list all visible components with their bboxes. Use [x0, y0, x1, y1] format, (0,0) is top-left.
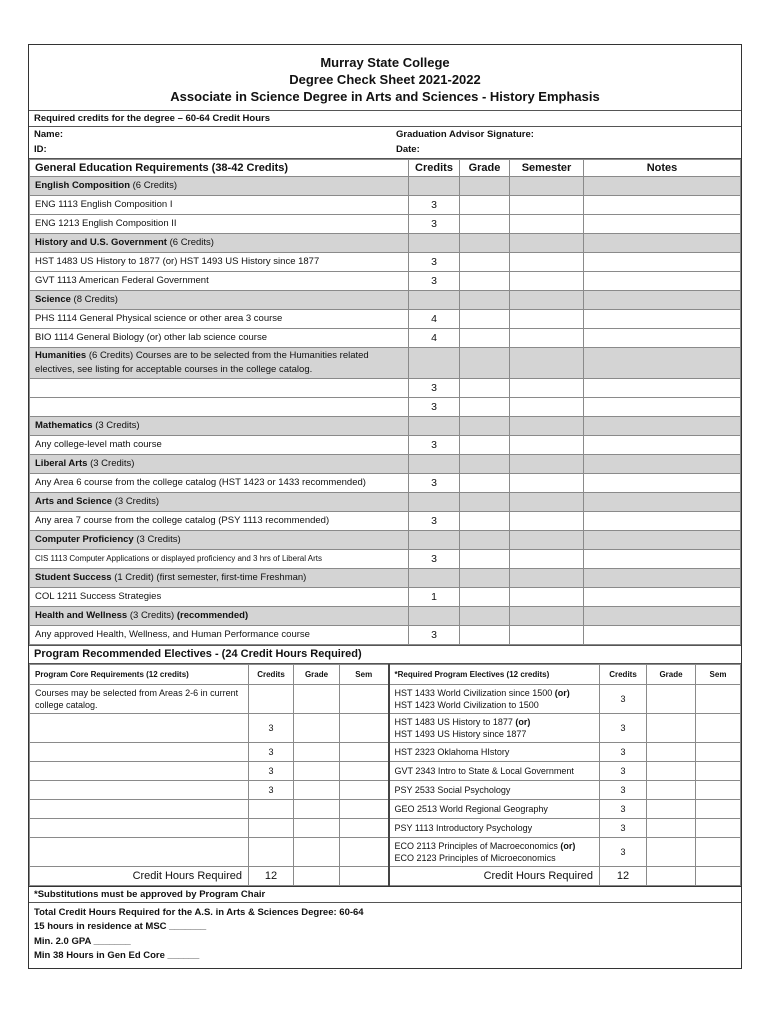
credits: 3	[600, 799, 647, 818]
grade-cell[interactable]	[460, 397, 510, 416]
table-row	[30, 214, 741, 233]
semester-cell[interactable]	[510, 328, 584, 347]
section-row	[30, 530, 741, 549]
sem-cell[interactable]	[340, 684, 389, 713]
grade-cell[interactable]	[647, 761, 696, 780]
course-name: ENG 1213 English Composition II	[30, 214, 409, 233]
section-subtitle: (3 Credits)	[133, 534, 181, 545]
course-name: ECO 2113 Principles of Macroeconomics	[394, 840, 561, 851]
core-requirements-header: Program Core Requirements (12 credits)	[30, 664, 249, 684]
course-name: ECO 2123 Principles of Microeconomics	[394, 852, 556, 863]
section-subtitle: (3 Credits)	[127, 610, 177, 621]
table-row	[30, 780, 741, 799]
sem-cell[interactable]	[340, 713, 389, 742]
gen-ed-title: General Education Requirements (38-42 Credits)	[30, 159, 409, 176]
credits: 3	[249, 713, 294, 742]
table-row	[30, 473, 741, 492]
gpa-requirement: Min. 2.0 GPA _______	[34, 935, 131, 947]
course-name: BIO 1114 General Biology (or) other lab science course	[30, 328, 409, 347]
section-row	[30, 347, 741, 378]
section-title: Mathematics	[35, 420, 93, 431]
table-row	[30, 684, 741, 713]
credits: 3	[600, 761, 647, 780]
sem-cell[interactable]	[340, 742, 389, 761]
course-name: Any Area 6 course from the college catalog (HST 1423 or 1433 recommended)	[30, 473, 409, 492]
grade-cell[interactable]	[647, 799, 696, 818]
footer	[29, 886, 741, 968]
col-notes: Notes	[584, 159, 741, 176]
semester-cell[interactable]	[510, 252, 584, 271]
course-name: GVT 2343 Intro to State & Local Government	[389, 761, 600, 780]
course-name: HST 1493 US History since 1877	[394, 728, 527, 739]
grade-cell[interactable]	[647, 713, 696, 742]
grade-cell[interactable]	[294, 761, 340, 780]
credits: 3	[249, 780, 294, 799]
semester-cell[interactable]	[510, 625, 584, 644]
semester-cell[interactable]	[510, 195, 584, 214]
notes-cell[interactable]	[584, 378, 741, 397]
course-name-blank[interactable]	[30, 837, 249, 866]
grade-cell[interactable]	[460, 271, 510, 290]
section-row	[30, 454, 741, 473]
section-row	[30, 492, 741, 511]
semester-cell[interactable]	[510, 397, 584, 416]
credits: 3	[409, 214, 460, 233]
grade-cell[interactable]	[460, 587, 510, 606]
table-row	[30, 378, 741, 397]
table-row	[30, 818, 741, 837]
title-block	[29, 45, 741, 111]
grade-cell[interactable]	[294, 713, 340, 742]
grade-cell[interactable]	[647, 780, 696, 799]
sem-cell[interactable]	[696, 818, 741, 837]
course-name: GVT 1113 American Federal Government	[30, 271, 409, 290]
notes-cell[interactable]	[584, 309, 741, 328]
col-semester: Semester	[510, 159, 584, 176]
notes-cell[interactable]	[584, 511, 741, 530]
course-name: CIS 1113 Computer Applications or displayed proficiency and 3 hrs of Liberal Arts	[30, 549, 409, 568]
degree-check-sheet	[28, 44, 742, 969]
notes-cell[interactable]	[584, 328, 741, 347]
credits: 4	[409, 328, 460, 347]
section-row	[30, 416, 741, 435]
notes-cell[interactable]	[584, 252, 741, 271]
notes-cell[interactable]	[584, 587, 741, 606]
semester-cell[interactable]	[510, 435, 584, 454]
table-row	[30, 397, 741, 416]
col-credits: Credits	[600, 664, 647, 684]
grade-cell[interactable]	[460, 252, 510, 271]
gen-ed-table	[29, 159, 741, 645]
degree-title: Associate in Science Degree in Arts and Sciences - History Emphasis	[170, 89, 600, 104]
or-label: (or)	[515, 716, 531, 727]
grade-cell[interactable]	[294, 742, 340, 761]
credit-hours-value: 12	[249, 866, 294, 885]
section-title: Student Success	[35, 572, 112, 583]
notes-cell[interactable]	[584, 271, 741, 290]
section-title: History and U.S. Government	[35, 237, 167, 248]
table-row	[30, 761, 741, 780]
sem-cell[interactable]	[696, 837, 741, 866]
credits: 3	[409, 435, 460, 454]
section-subtitle: (3 Credits)	[92, 420, 140, 431]
sem-cell[interactable]	[696, 761, 741, 780]
grade-cell[interactable]	[294, 780, 340, 799]
course-name: HST 1423 World Civilization to 1500	[394, 699, 539, 710]
credits: 3	[600, 713, 647, 742]
section-subtitle: (6 Credits)	[166, 237, 214, 248]
course-name: HST 1433 World Civilization since 1500	[394, 687, 555, 698]
notes-cell[interactable]	[584, 397, 741, 416]
gen-ed-hours-requirement: Min 38 Hours in Gen Ed Core ______	[34, 950, 200, 961]
sem-cell[interactable]	[696, 742, 741, 761]
credits: 3	[249, 742, 294, 761]
table-row	[30, 837, 741, 866]
notes-cell[interactable]	[584, 435, 741, 454]
name-field[interactable]: Name:	[34, 128, 64, 140]
table-row	[30, 328, 741, 347]
sem-cell[interactable]	[696, 780, 741, 799]
table-row	[30, 309, 741, 328]
grade-cell[interactable]	[460, 328, 510, 347]
section-subtitle: (3 Credits)	[87, 458, 135, 469]
grade-cell[interactable]	[460, 309, 510, 328]
sem-cell[interactable]	[340, 799, 389, 818]
electives-table	[29, 664, 741, 886]
section-subtitle: (1 Credit) (first semester, first-time Freshman)	[111, 572, 307, 583]
grade-cell[interactable]	[647, 684, 696, 713]
grade-cell[interactable]	[460, 625, 510, 644]
credits: 3	[409, 397, 460, 416]
course-name: Any approved Health, Wellness, and Human Performance course	[30, 625, 409, 644]
student-info	[29, 111, 741, 159]
credits: 3	[600, 818, 647, 837]
col-sem: Sem	[696, 664, 741, 684]
grade-cell[interactable]	[294, 684, 340, 713]
course-name: Any college-level math course	[30, 435, 409, 454]
course-name: GEO 2513 World Regional Geography	[389, 799, 600, 818]
credits: 3	[600, 837, 647, 866]
col-credits: Credits	[249, 664, 294, 684]
notes-cell[interactable]	[584, 195, 741, 214]
course-name-blank[interactable]	[30, 742, 249, 761]
course-name: COL 1211 Success Strategies	[30, 587, 409, 606]
table-row	[30, 549, 741, 568]
electives-header-row	[30, 664, 741, 684]
credit-hours-row	[30, 866, 741, 885]
grade-cell[interactable]	[460, 214, 510, 233]
credits: 3	[409, 549, 460, 568]
grade-cell[interactable]	[647, 837, 696, 866]
course-name: PSY 2533 Social Psychology	[389, 780, 600, 799]
grade-cell[interactable]	[460, 378, 510, 397]
sem-cell[interactable]	[696, 799, 741, 818]
table-row	[30, 799, 741, 818]
grade-cell[interactable]	[294, 799, 340, 818]
table-row	[30, 195, 741, 214]
credits: 3	[409, 473, 460, 492]
advisor-signature-field[interactable]: Graduation Advisor Signature:	[396, 128, 534, 140]
section-title: Arts and Science	[35, 496, 113, 507]
gen-ed-header-row	[30, 159, 741, 176]
course-name-blank[interactable]	[30, 378, 409, 397]
section-row	[30, 606, 741, 625]
course-name-blank[interactable]	[30, 761, 249, 780]
grade-cell[interactable]	[647, 742, 696, 761]
course-name: PSY 1113 Introductory Psychology	[389, 818, 600, 837]
section-title: Liberal Arts	[35, 458, 88, 469]
table-row	[30, 511, 741, 530]
semester-cell[interactable]	[510, 309, 584, 328]
section-title: Humanities	[35, 349, 87, 361]
table-row	[30, 713, 741, 742]
grade-cell[interactable]	[460, 435, 510, 454]
grade-cell[interactable]	[647, 818, 696, 837]
course-name: HST 1483 US History to 1877	[394, 716, 516, 727]
semester-cell[interactable]	[510, 587, 584, 606]
sem-cell[interactable]	[340, 761, 389, 780]
section-title: Health and Wellness	[35, 610, 128, 621]
credit-hours-value: 12	[600, 866, 647, 885]
course-name: HST 2323 Oklahoma HIstory	[389, 742, 600, 761]
sem-cell[interactable]	[696, 713, 741, 742]
credit-hours-label: Credit Hours Required	[389, 866, 600, 885]
grade-cell[interactable]	[460, 511, 510, 530]
table-row	[30, 587, 741, 606]
course-name: PHS 1114 General Physical science or other area 3 course	[30, 309, 409, 328]
credits: 3	[249, 761, 294, 780]
notes-cell[interactable]	[584, 473, 741, 492]
course-name: Any area 7 course from the college catalog (PSY 1113 recommended)	[30, 511, 409, 530]
electives-title: Program Recommended Electives - (24 Credit Hours Required)	[29, 645, 741, 664]
or-label: (or)	[560, 840, 576, 851]
notes-cell[interactable]	[584, 214, 741, 233]
col-grade: Grade	[460, 159, 510, 176]
total-credits: Total Credit Hours Required for the A.S. in Arts & Sciences Degree: 60-64	[34, 906, 364, 918]
credits: 3	[600, 780, 647, 799]
credits: 3	[600, 742, 647, 761]
grade-cell[interactable]	[460, 473, 510, 492]
core-note: Courses may be selected from Areas 2-6 in current college catalog.	[30, 684, 249, 713]
credits: 3	[409, 252, 460, 271]
section-row	[30, 568, 741, 587]
col-credits: Credits	[409, 159, 460, 176]
credits: 1	[409, 587, 460, 606]
recommended-tag: (recommended)	[176, 610, 249, 621]
section-subtitle: (6 Credits)	[130, 180, 177, 191]
grade-cell[interactable]	[460, 549, 510, 568]
section-title: Science	[35, 294, 71, 305]
credits: 3	[409, 271, 460, 290]
required-electives-header: *Required Program Electives (12 credits)	[389, 664, 600, 684]
semester-cell[interactable]	[510, 271, 584, 290]
sem-cell[interactable]	[696, 684, 741, 713]
section-subtitle: (6 Credits) Courses are to be selected from the Humanities related electives, see listing for acceptable courses in the college catalog.	[35, 349, 369, 375]
date-field[interactable]: Date:	[396, 144, 420, 156]
credits: 3	[409, 511, 460, 530]
table-row	[30, 742, 741, 761]
credits: 3	[600, 684, 647, 713]
col-grade: Grade	[294, 664, 340, 684]
or-label: (or)	[554, 687, 570, 698]
credits: 3	[409, 625, 460, 644]
substitutions-note: *Substitutions must be approved by Program Chair	[29, 887, 741, 903]
table-row	[30, 252, 741, 271]
table-row	[30, 435, 741, 454]
course-name: ENG 1113 English Composition I	[30, 195, 409, 214]
credit-hours-label: Credit Hours Required	[30, 866, 249, 885]
credits: 4	[409, 309, 460, 328]
section-row	[30, 233, 741, 252]
residence-requirement: 15 hours in residence at MSC _______	[34, 921, 207, 932]
semester-cell[interactable]	[510, 473, 584, 492]
section-subtitle: (3 Credits)	[112, 496, 160, 507]
section-title: English Composition	[35, 180, 130, 191]
sheet-title: Degree Check Sheet 2021-2022	[289, 72, 481, 87]
course-name: HST 1483 US History to 1877 (or) HST 1493 US History since 1877	[30, 252, 409, 271]
course-name-blank[interactable]	[30, 397, 409, 416]
credits: 3	[409, 378, 460, 397]
course-name-blank[interactable]	[30, 799, 249, 818]
section-row	[30, 176, 741, 195]
required-credits: Required credits for the degree – 60-64 Credit Hours	[34, 112, 270, 124]
semester-cell[interactable]	[510, 214, 584, 233]
id-field[interactable]: ID:	[34, 144, 47, 156]
table-row	[30, 625, 741, 644]
grade-cell[interactable]	[460, 195, 510, 214]
sem-cell[interactable]	[340, 780, 389, 799]
semester-cell[interactable]	[510, 378, 584, 397]
table-row	[30, 271, 741, 290]
col-grade: Grade	[647, 664, 696, 684]
notes-cell[interactable]	[584, 625, 741, 644]
section-subtitle: (8 Credits)	[70, 294, 118, 305]
course-name-blank[interactable]	[30, 780, 249, 799]
credits: 3	[409, 195, 460, 214]
semester-cell[interactable]	[510, 511, 584, 530]
grade-cell[interactable]	[294, 818, 340, 837]
grade-cell[interactable]	[294, 837, 340, 866]
notes-cell[interactable]	[584, 549, 741, 568]
sem-cell[interactable]	[340, 837, 389, 866]
sem-cell[interactable]	[340, 818, 389, 837]
col-sem: Sem	[340, 664, 389, 684]
section-row	[30, 290, 741, 309]
section-title: Computer Proficiency	[35, 534, 134, 545]
college-name: Murray State College	[320, 55, 450, 70]
course-name-blank[interactable]	[30, 713, 249, 742]
semester-cell[interactable]	[510, 549, 584, 568]
course-name-blank[interactable]	[30, 818, 249, 837]
